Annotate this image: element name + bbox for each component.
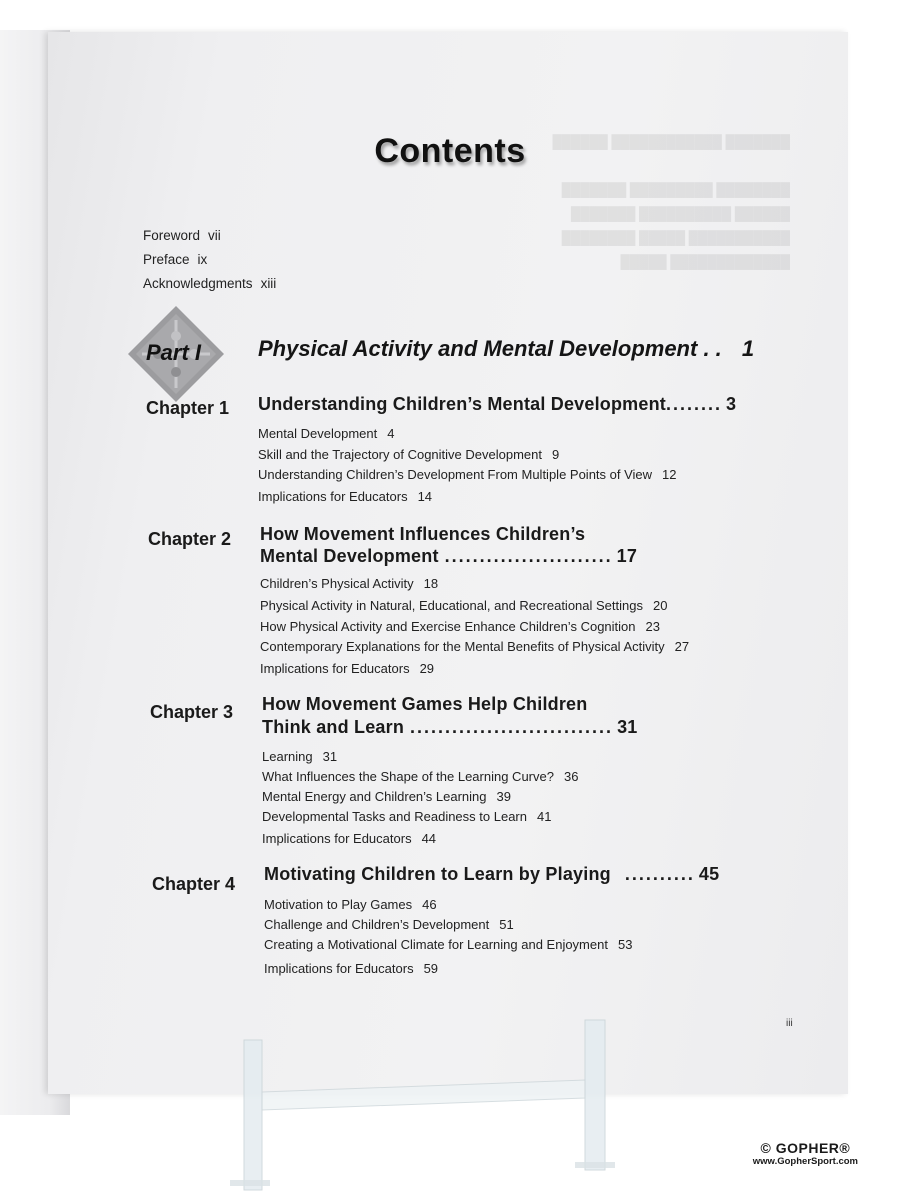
running-head-bleed (428, 88, 431, 98)
front-matter-label: Preface (143, 252, 190, 267)
chapter-title-line (262, 717, 637, 738)
entry-title: Developmental Tasks and Readiness to Learn (262, 809, 527, 824)
entry-page: 14 (417, 489, 433, 504)
entry-page: 53 (617, 937, 633, 952)
entry-page: 12 (662, 467, 677, 482)
chapter-title: Motivating Children to Learn by Playing (264, 864, 611, 884)
entry-page: 51 (499, 917, 514, 932)
front-matter-item (143, 228, 221, 243)
leader-dots: . . (703, 336, 722, 361)
chapter-title: How Movement Influences Children’s (260, 524, 586, 544)
chapter-page: 31 (617, 717, 638, 737)
entry-page: 23 (645, 619, 660, 634)
entry-page: 41 (536, 809, 552, 824)
toc-entry (262, 831, 436, 846)
leader-dots: ........ (665, 394, 722, 414)
entry-title: Learning (262, 749, 313, 764)
toc-entry (260, 598, 667, 613)
chapter-title-line (258, 394, 736, 415)
chapter-page: 17 (616, 546, 638, 566)
watermark-url: www.GopherSport.com (752, 1156, 858, 1167)
entry-title: How Physical Activity and Exercise Enhance Children’s Cognition (260, 619, 636, 634)
leader-dots: .......... (624, 864, 695, 884)
entry-title: Challenge and Children’s Development (264, 917, 490, 932)
entry-page: 44 (421, 831, 437, 846)
gopher-watermark (753, 1140, 858, 1167)
toc-entry (258, 426, 394, 441)
chapter-title: Mental Development (260, 546, 439, 566)
page-title: Contents (374, 132, 526, 170)
chapter-label: Chapter 4 (152, 874, 236, 894)
front-matter-label: Foreword (143, 228, 201, 243)
toc-entry (262, 809, 551, 824)
entry-title: Implications for Educators (262, 831, 412, 846)
entry-page: 27 (674, 639, 690, 654)
toc-entry (260, 619, 660, 634)
entry-title: Implications for Educators (258, 489, 408, 504)
entry-title: Children’s Physical Activity (260, 576, 414, 591)
entry-title: Mental Development (258, 426, 378, 441)
part-title-line (258, 336, 754, 362)
chapter-page: 45 (698, 864, 720, 884)
watermark-brand: © GOPHER® (760, 1140, 851, 1156)
entry-title: Mental Energy and Children’s Learning (262, 789, 487, 804)
part-title: Physical Activity and Mental Development (258, 336, 698, 361)
front-matter-page: vii (208, 228, 221, 243)
toc-entry (258, 489, 432, 504)
entry-title: Physical Activity in Natural, Educational, and Recreational Settings (260, 598, 643, 613)
page-number: iii (786, 1018, 793, 1029)
toc-entry (264, 937, 632, 952)
toc-entry (264, 897, 437, 912)
chapter-title: Think and Learn (262, 717, 405, 737)
entry-title: Understanding Children’s Development From Multiple Points of View (258, 467, 653, 482)
entry-title: Contemporary Explanations for the Mental Benefits of Physical Activity (260, 639, 665, 654)
front-matter-item (143, 276, 276, 291)
chapter-title: Understanding Children’s Mental Development (258, 394, 666, 414)
part-label: Part I (146, 340, 202, 365)
part-page: 1 (741, 336, 755, 361)
toc-entry (260, 661, 434, 676)
entry-title: What Influences the Shape of the Learning Curve? (262, 769, 554, 784)
toc-entry (262, 789, 511, 804)
front-matter-label: Acknowledgments (143, 276, 253, 291)
toc-entry (260, 639, 689, 654)
front-matter-page: xiii (260, 276, 277, 291)
entry-page: 20 (652, 598, 668, 613)
toc-entry (262, 769, 578, 784)
entry-page: 4 (387, 426, 395, 441)
chapter-title: How Movement Games Help Children (262, 694, 588, 714)
toc-entry (262, 749, 337, 764)
entry-page: 36 (563, 769, 579, 784)
entry-page: 29 (419, 661, 435, 676)
leader-dots: ........................ (444, 546, 613, 566)
entry-page: 18 (423, 576, 439, 591)
toc-entry (264, 917, 514, 932)
toc-entry (258, 467, 677, 482)
chapter-title-line (260, 546, 637, 567)
chapter-title-line (264, 864, 719, 885)
toc-entry (260, 576, 438, 591)
entry-title: Implications for Educators (260, 661, 410, 676)
leader-dots: ............................. (410, 717, 614, 737)
entry-title: Implications for Educators (264, 961, 414, 976)
entry-page: 9 (551, 447, 560, 462)
chapter-label: Chapter 2 (148, 529, 232, 549)
front-matter-item (143, 252, 207, 267)
chapter-label: Chapter 1 (146, 398, 230, 418)
entry-page: 46 (422, 897, 437, 912)
chapter-label: Chapter 3 (150, 702, 234, 722)
entry-title: Motivation to Play Games (264, 897, 413, 912)
toc-entry (258, 447, 559, 462)
entry-page: 59 (423, 961, 439, 976)
front-matter-page: ix (197, 252, 208, 267)
entry-title: Skill and the Trajectory of Cognitive Development (258, 447, 542, 462)
entry-page: 39 (496, 789, 511, 804)
toc-entry (264, 961, 438, 976)
entry-page: 31 (322, 749, 338, 764)
entry-title: Creating a Motivational Climate for Learning and Enjoyment (264, 937, 608, 952)
chapter-page: 3 (726, 394, 737, 414)
